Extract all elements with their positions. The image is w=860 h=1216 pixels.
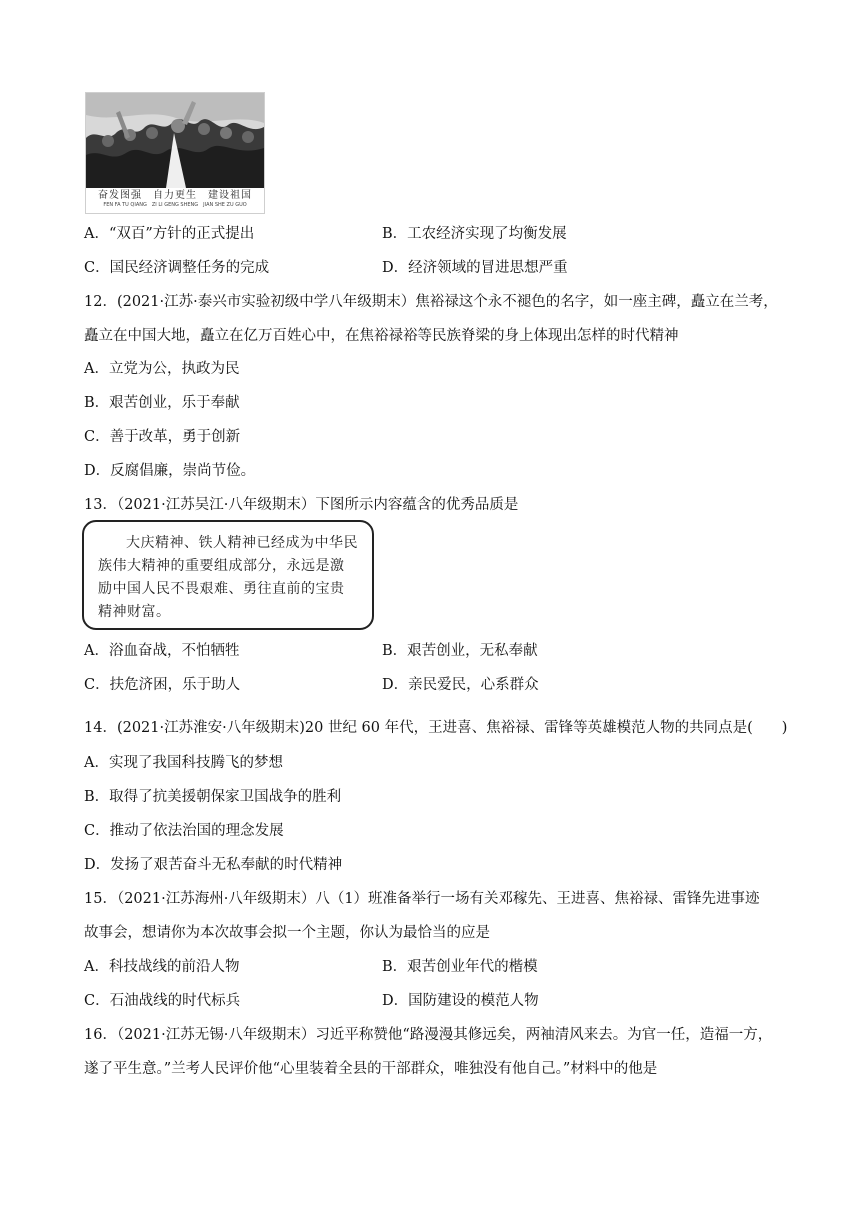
q11-option-c: C．国民经济调整任务的完成 [84, 260, 270, 276]
propaganda-poster-image [85, 92, 265, 214]
q12-option-b: B．艰苦创业，乐于奉献 [84, 395, 240, 411]
q16-stem-line-2: 遂了平生意。”兰考人民评价他“心里装着全县的干部群众，唯独没有他自己。”材料中的他是 [84, 1061, 658, 1077]
q13-option-d: D．亲民爱民，心系群众 [382, 677, 539, 693]
q11-option-a: A．“双百”方针的正式提出 [84, 226, 255, 242]
q15-option-a: A．科技战线的前沿人物 [84, 959, 240, 975]
q12-stem-line-1: 12．(2021·江苏·泰兴市实验初级中学八年级期末）焦裕禄这个永不褪色的名字，如一座主碑，矗立在兰考， [84, 294, 778, 310]
q11-option-d: D．经济领域的冒进思想严重 [382, 260, 568, 276]
q14-stem: 14．(2021·江苏淮安·八年级期末)20 世纪 60 年代，王进喜、焦裕禄、雷锋等英雄模范人物的共同点是( ) [84, 720, 788, 736]
q13-option-b: B．艰苦创业，无私奉献 [382, 643, 538, 659]
poster-caption: 奋发图强 自力更生 建设祖国 [98, 190, 252, 201]
q14-option-a: A．实现了我国科技腾飞的梦想 [84, 755, 283, 771]
q15-option-c: C．石油战线的时代标兵 [84, 993, 241, 1009]
poster-illustration [86, 93, 264, 188]
q11-option-b: B．工农经济实现了均衡发展 [382, 226, 567, 242]
q14-option-c: C．推动了依法治国的理念发展 [84, 823, 284, 839]
q14-option-b: B．取得了抗美援朝保家卫国战争的胜利 [84, 789, 342, 805]
q14-option-d: D．发扬了艰苦奋斗无私奉献的时代精神 [84, 857, 343, 873]
poster-pinyin: FEN FA TU QIANG ZI LI GENG SHENG JIAN SHE ZU GUO [103, 202, 247, 208]
q12-option-c: C．善于改革，勇于创新 [84, 429, 241, 445]
q15-stem-line-1: 15．（2021·江苏海州·八年级期末）八（1）班准备举行一场有关邓稼先、王进喜、焦裕禄、雷锋先进事迹 [84, 891, 760, 907]
q16-stem-line-1: 16．（2021·江苏无锡·八年级期末）习近平称赞他“路漫漫其修远矣，两袖清风来去。为官一任，造福一方， [84, 1027, 773, 1043]
q15-option-d: D．国防建设的模范人物 [382, 993, 539, 1009]
q12-option-d: D．反腐倡廉，崇尚节俭。 [84, 463, 256, 479]
q13-stem: 13．（2021·江苏吴江·八年级期末）下图所示内容蕴含的优秀品质是 [84, 497, 519, 513]
q15-stem-line-2: 故事会，想请你为本次故事会拟一个主题，你认为最恰当的应是 [84, 925, 490, 941]
q12-option-a: A．立党为公，执政为民 [84, 361, 240, 377]
q15-option-b: B．艰苦创业年代的楷模 [382, 959, 538, 975]
q12-stem-line-2: 矗立在中国大地，矗立在亿万百姓心中，在焦裕禄裕等民族脊梁的身上体现出怎样的时代精神 [84, 328, 679, 344]
q13-option-a: A．浴血奋战，不怕牺牲 [84, 643, 240, 659]
q13-quote-box: 大庆精神、铁人精神已经成为中华民族伟大精神的重要组成部分，永远是激励中国人民不畏艰难、勇往直前的宝贵精神财富。 [82, 520, 374, 630]
q13-option-c: C．扶危济困，乐于助人 [84, 677, 241, 693]
